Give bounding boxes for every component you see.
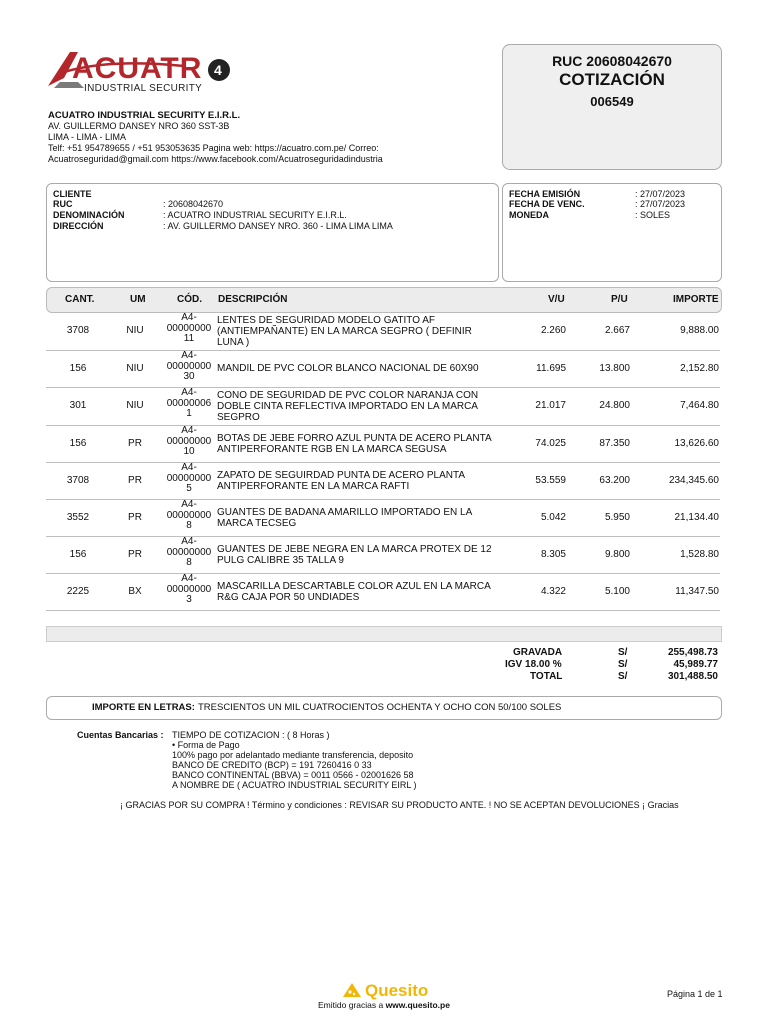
forma-pago: • Forma de Pago: [172, 740, 240, 750]
table-row: [46, 387, 720, 426]
cell-cod-line: 3: [186, 594, 192, 605]
cell-cant: 3552: [66, 512, 90, 523]
cell-importe: 13,626.60: [674, 438, 719, 449]
cell-descripcion-line: PULG CALIBRE 35 TALLA 9: [217, 555, 344, 566]
table-footer-band: [46, 626, 722, 642]
cell-cant: 156: [69, 549, 87, 560]
emitido-text: [318, 1000, 450, 1010]
cell-pu: 2.667: [604, 325, 630, 336]
col-pu: P/U: [611, 294, 628, 305]
dates-box: [502, 183, 722, 282]
direccion-label: DIRECCIÓN: [53, 221, 104, 231]
total-value: 301,488.50: [667, 671, 718, 682]
cell-descripcion-line: CONO DE SEGURIDAD DE PVC COLOR NARANJA CON: [217, 390, 479, 401]
cell-descripcion: [217, 363, 517, 374]
cell-cod-line: 00000000: [166, 509, 212, 521]
cell-um: NIU: [126, 363, 144, 374]
col-um: UM: [130, 294, 146, 305]
bbva-account: BANCO CONTINENTAL (BBVA) = 0011 0566 - 02001626 58: [172, 770, 414, 780]
tiempo-cotizacion: TIEMPO DE COTIZACION : ( 8 Horas ): [172, 730, 330, 740]
fecha-emision-label: FECHA EMISIÓN: [509, 189, 581, 199]
cell-cod-line: A4-: [181, 350, 197, 361]
company-contact-web: Acuatroseguridad@gmail.com https://www.facebook.com/Acuatroseguridadindustria: [48, 154, 383, 164]
fecha-venc-label: FECHA DE VENC.: [509, 199, 585, 209]
cell-pu: 5.950: [604, 512, 630, 523]
cell-um: BX: [128, 586, 142, 597]
client-label: CLIENTE: [53, 189, 92, 199]
cell-cod-line: A4-: [181, 536, 197, 547]
page-number: Página 1 de 1: [667, 989, 723, 999]
cell-descripcion-line: GUANTES DE JEBE NEGRA EN LA MARCA PROTEX DE 12: [217, 544, 492, 555]
document-id-box: [502, 44, 722, 170]
igv-currency: S/: [618, 659, 628, 670]
cell-vu: 21.017: [535, 400, 566, 411]
cell-cod-line: 00000000: [166, 472, 212, 484]
thanks-note: ¡ GRACIAS POR SU COMPRA ! Término y condiciones : REVISAR SU PRODUCTO ANTE. ! NO SE ACEPTAN DEVOLUCIONES ¡ Gracias: [120, 800, 679, 810]
document-type: COTIZACIÓN: [559, 70, 665, 89]
total-label: TOTAL: [530, 671, 563, 682]
cell-um: NIU: [126, 400, 144, 411]
document-number: 006549: [590, 94, 634, 109]
cell-pu: 87.350: [599, 438, 630, 449]
cell-importe: 21,134.40: [674, 512, 719, 523]
gravada-label: GRAVADA: [513, 647, 563, 658]
col-importe: IMPORTE: [673, 294, 719, 305]
cell-cod-line: A4-: [181, 573, 197, 584]
cell-descripcion: [217, 390, 517, 423]
table-row: [46, 573, 720, 611]
cell-cod: [164, 537, 214, 569]
ruc-number: RUC 20608042670: [552, 53, 672, 69]
cell-cod-line: 10: [183, 446, 195, 457]
cell-cod: [164, 426, 214, 458]
cell-vu: 8.305: [540, 549, 566, 560]
total-currency: S/: [618, 671, 628, 682]
table-row: [46, 462, 720, 500]
cell-um: NIU: [126, 325, 144, 336]
gravada-value: 255,498.73: [667, 647, 718, 658]
cell-pu: 63.200: [599, 475, 630, 486]
cell-importe: 7,464.80: [680, 400, 719, 411]
cell-pu: 13.800: [599, 363, 630, 374]
cell-cant: 301: [69, 400, 87, 411]
cell-pu: 9.800: [604, 549, 630, 560]
col-vu: V/U: [548, 294, 565, 305]
logo-tagline: INDUSTRIAL SECURITY: [84, 83, 203, 94]
cell-descripcion-line: MASCARILLA DESCARTABLE COLOR AZUL EN LA MARCA: [217, 581, 491, 592]
cell-cod-line: 8: [186, 557, 192, 568]
fecha-venc: : 27/07/2023: [635, 199, 686, 209]
cell-descripcion-line: ZAPATO DE SEGUIRDAD PUNTA DE ACERO PLANTA: [217, 470, 466, 481]
client-direccion: : AV. GUILLERMO DANSEY NRO. 360 - LIMA LIMA LIMA: [163, 221, 393, 231]
cell-cod-line: 00000000: [166, 322, 212, 334]
cell-importe: 2,152.80: [680, 363, 719, 374]
quesito-link[interactable]: www.quesito.pe: [385, 1000, 450, 1010]
cell-cod: [164, 500, 214, 532]
cell-cod-line: 00000000: [166, 360, 212, 372]
cell-importe: 1,528.80: [680, 549, 719, 560]
cell-descripcion-line: (ANTIEMPAÑANTE) EN LA MARCA SEGPRO ( DEFINIR: [217, 326, 472, 337]
cell-cod-line: 00000000: [166, 583, 212, 595]
cell-descripcion-line: GUANTES DE BADANA AMARILLO IMPORTADO EN LA: [217, 507, 473, 518]
cell-cod-line: A4-: [181, 499, 197, 510]
cell-descripcion-line: ANTIPERFORANTE RGB EN LA MARCA SEGUSA: [217, 444, 447, 455]
cell-cod: [164, 388, 214, 420]
cell-vu: 2.260: [540, 325, 566, 336]
igv-value: 45,989.77: [673, 659, 718, 670]
cell-descripcion: [217, 315, 517, 348]
cell-vu: 53.559: [535, 475, 566, 486]
client-denominacion: : ACUATRO INDUSTRIAL SECURITY E.I.R.L.: [163, 210, 347, 220]
cell-cod-line: 8: [186, 520, 192, 531]
igv-label: IGV 18.00 %: [505, 659, 562, 670]
company-name: ACUATRO INDUSTRIAL SECURITY E.I.R.L.: [48, 110, 241, 121]
cell-descripcion: [217, 581, 517, 603]
cell-vu: 5.042: [540, 512, 566, 523]
col-descripcion: DESCRIPCIÓN: [218, 294, 288, 305]
col-cod: CÓD.: [177, 294, 202, 305]
cell-descripcion: [217, 470, 517, 492]
cell-cod-line: 30: [183, 371, 195, 382]
ruc-label: RUC: [53, 199, 73, 209]
cell-vu: 74.025: [535, 438, 566, 449]
account-holder: A NOMBRE DE ( ACUATRO INDUSTRIAL SECURITY EIRL ): [172, 780, 417, 790]
col-cant: CANT.: [65, 294, 95, 305]
company-city: LIMA - LIMA - LIMA: [48, 132, 127, 142]
denominacion-label: DENOMINACIÓN: [53, 210, 125, 220]
cell-um: PR: [128, 438, 142, 449]
table-row: [46, 312, 720, 351]
cell-descripcion-line: DOBLE CINTA REFLECTIVA IMPORTADO EN LA MARCA: [217, 401, 478, 412]
table-row: [46, 536, 720, 574]
cell-importe: 9,888.00: [680, 325, 719, 336]
cell-cod-line: A4-: [181, 462, 197, 473]
cell-descripcion: [217, 544, 517, 566]
cell-descripcion-line: ANTIPERFORANTE EN LA MARCA RAFTI: [217, 481, 410, 492]
cell-cant: 156: [69, 363, 87, 374]
importe-letras-box: [46, 696, 722, 720]
fecha-emision: : 27/07/2023: [635, 189, 686, 199]
cell-um: PR: [128, 475, 142, 486]
cell-vu: 11.695: [536, 363, 566, 374]
cell-cod: [164, 574, 214, 606]
cell-cod-line: A4-: [181, 312, 197, 323]
company-info: [48, 110, 383, 165]
cell-descripcion-line: MARCA TECSEG: [217, 518, 297, 529]
cell-descripcion-line: SEGPRO: [217, 412, 260, 423]
quesito-brand: Quesito: [365, 981, 429, 1000]
table-row: [46, 350, 720, 388]
cell-cod-line: A4-: [181, 425, 197, 436]
cell-importe: 11,347.50: [675, 586, 719, 597]
cell-pu: 5.100: [604, 586, 630, 597]
cell-cant: 156: [69, 438, 87, 449]
cell-descripcion-line: LENTES DE SEGURIDAD MODELO GATITO AF: [217, 315, 436, 326]
cell-descripcion-line: R&G CAJA POR 50 UNDIADES: [217, 592, 360, 603]
emitido-label: Emitido gracias a: [318, 1000, 386, 1010]
table-row: [46, 425, 720, 463]
client-ruc: : 20608042670: [163, 199, 224, 209]
cell-cod-line: 00000000: [166, 546, 212, 558]
moneda-label: MONEDA: [509, 210, 549, 220]
cell-cod-line: 00000006: [166, 397, 212, 409]
client-box: [46, 183, 499, 282]
bcp-account: BANCO DE CREDITO (BCP) = 191 7260416 0 33: [172, 760, 372, 770]
cell-cod-line: A4-: [181, 387, 197, 398]
cell-descripcion-line: MANDIL DE PVC COLOR BLANCO NACIONAL DE 60X90: [217, 363, 479, 374]
cell-cod: [164, 463, 214, 495]
cell-cant: 3708: [66, 475, 90, 486]
moneda: : SOLES: [635, 210, 671, 220]
cell-cod-line: 11: [183, 333, 195, 344]
cell-descripcion: [217, 507, 517, 529]
cell-cod: [164, 313, 214, 345]
bank-accounts-label: Cuentas Bancarias :: [77, 730, 164, 740]
cell-pu: 24.800: [599, 400, 630, 411]
svg-text:4: 4: [214, 62, 222, 78]
cell-cant: 3708: [66, 325, 90, 336]
pago-adelantado: 100% pago por adelantado mediante transferencia, deposito: [172, 750, 414, 760]
gravada-currency: S/: [618, 647, 628, 658]
table-row: [46, 499, 720, 537]
importe-letras-label: IMPORTE EN LETRAS:: [92, 702, 195, 713]
company-contact: Telf: +51 954789655 / +51 953053635 Pagina web: https://acuatro.com.pe/ Correo:: [48, 143, 379, 153]
cell-cod-line: 5: [186, 483, 192, 494]
company-address: AV. GUILLERMO DANSEY NRO 360 SST-3B: [48, 121, 230, 131]
cell-cant: 2225: [66, 586, 90, 597]
cell-cod-line: 1: [186, 408, 192, 419]
cell-cod-line: 00000000: [166, 435, 212, 447]
cell-descripcion: [217, 433, 517, 455]
cell-descripcion-line: BOTAS DE JEBE FORRO AZUL PUNTA DE ACERO PLANTA: [217, 433, 492, 444]
cell-cod: [164, 351, 214, 383]
table-header: [46, 287, 722, 313]
cell-um: PR: [128, 512, 142, 523]
cell-um: PR: [128, 549, 142, 560]
logo-text: ACUATR: [72, 52, 203, 85]
cell-vu: 4.322: [540, 586, 566, 597]
importe-letras-value: TRESCIENTOS UN MIL CUATROCIENTOS OCHENTA Y OCHO CON 50/100 SOLES: [198, 702, 562, 713]
cell-descripcion-line: LUNA ): [217, 337, 250, 348]
cell-importe: 234,345.60: [668, 475, 719, 486]
